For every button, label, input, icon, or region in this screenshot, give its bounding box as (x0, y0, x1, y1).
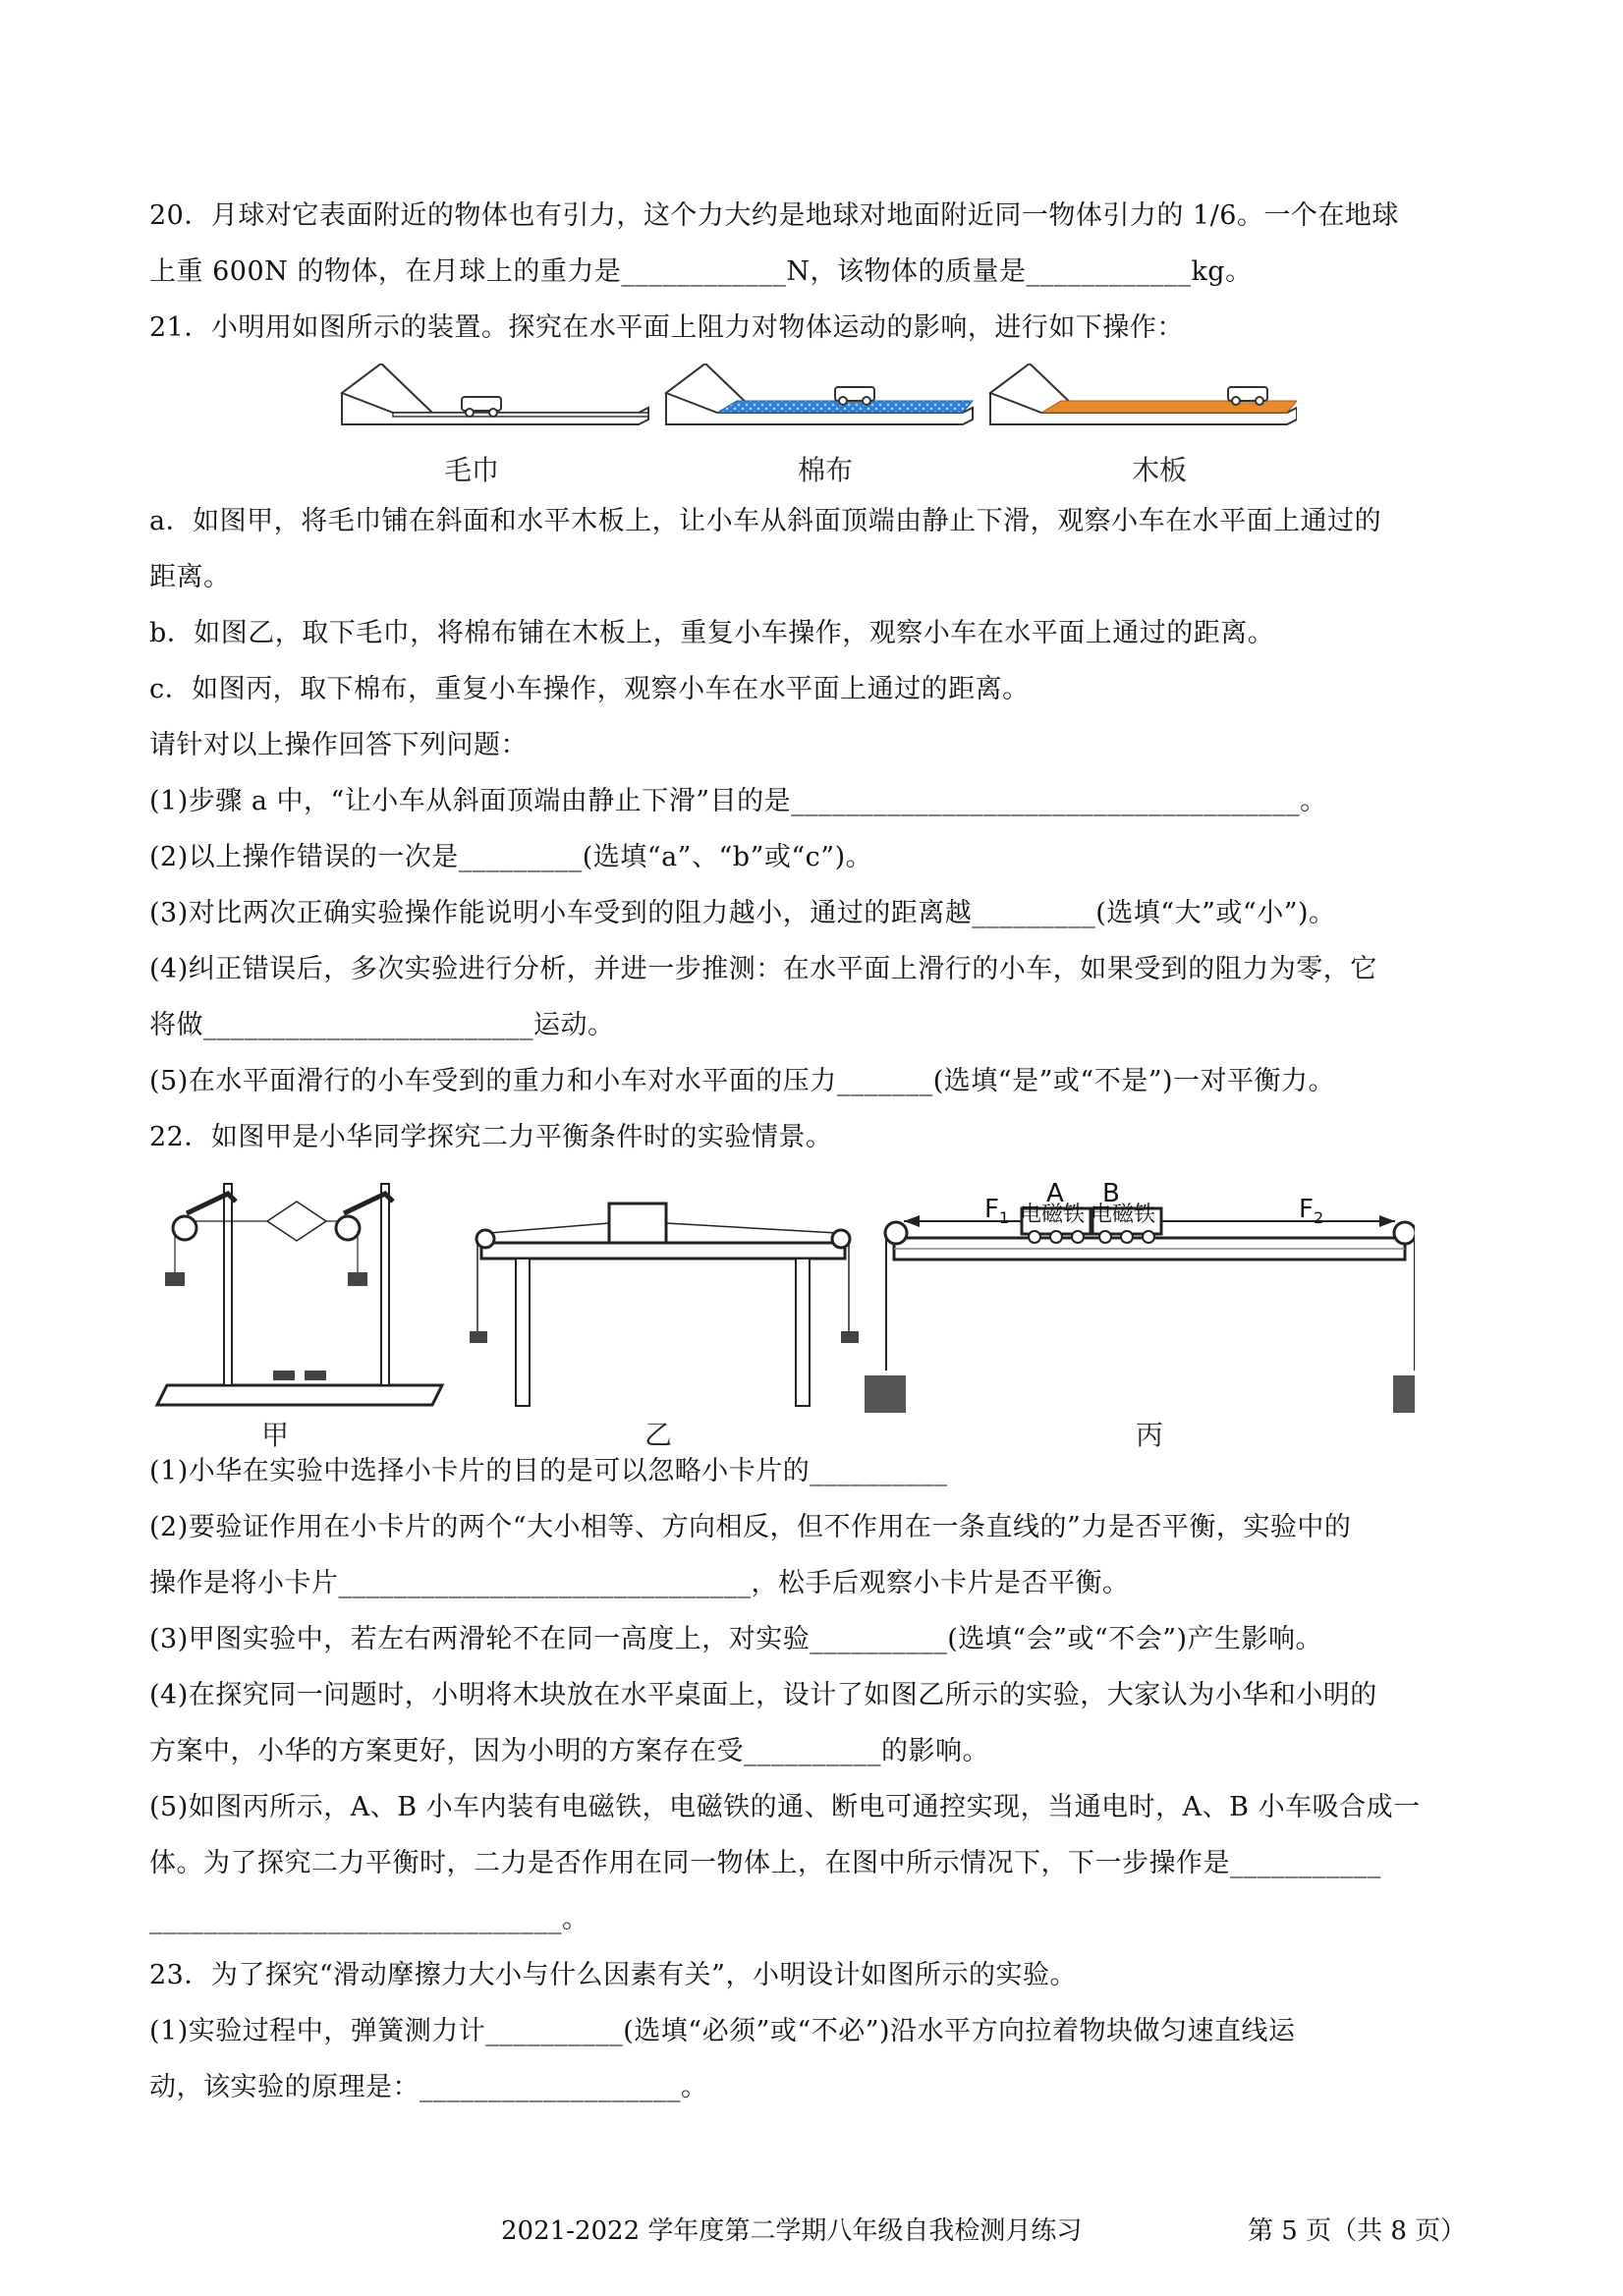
q23-sub1-1: (1)实验过程中，弹簧测力计__________(选填“必须”或“不必”)沿水平方向拉着物块做匀速直线运 (149, 2016, 1296, 2046)
label-f2: $F_2$ (1299, 1195, 1324, 1227)
q22-sub2-2: 操作是将小卡片______________________________，松手后观察小卡片是否平衡。 (149, 1568, 1130, 1598)
q22-sub5-3: ______________________________。 (149, 1904, 589, 1934)
q22-sub4-2: 方案中，小华的方案更好，因为小明的方案存在受__________的影响。 (149, 1736, 989, 1766)
label-b: B (1102, 1179, 1120, 1208)
q21-sub4-2: 将做________________________运动。 (149, 1010, 615, 1040)
q22-sub4-1: (4)在探究同一问题时，小明将木块放在水平桌面上，设计了如图乙所示的实验，大家认为小华和小明的 (149, 1680, 1377, 1710)
apparatus-bing (865, 1179, 1415, 1451)
q22-sub2-1: (2)要验证作用在小卡片的两个“大小相等、方向相反，但不作用在一条直线的”力是否平衡，实验中的 (149, 1512, 1352, 1542)
q21-sub4-1: (4)纠正错误后，多次实验进行分析，并进一步推测：在水平面上滑行的小车，如果受到的阻力为零，它 (149, 954, 1377, 984)
ramp-cloth (666, 364, 973, 424)
q21-prompt: 请针对以上操作回答下列问题： (149, 730, 528, 760)
caption-board: 木板 (1131, 454, 1188, 486)
q23-sub1-2: 动，该实验的原理是：___________________。 (149, 2072, 708, 2102)
q21-step-a1: a．如图甲，将毛巾铺在斜面和水平木板上，让小车从斜面顶端由静止下滑，观察小车在水平面上通过的 (149, 506, 1382, 536)
caption-cloth: 棉布 (797, 454, 854, 486)
q22-stem: 22．如图甲是小华同学探究二力平衡条件时的实验情景。 (149, 1122, 833, 1152)
ramp-board (990, 364, 1297, 424)
footer-page-number: 第 5 页（共 8 页） (1248, 2216, 1467, 2246)
caption-jia: 甲 (260, 1419, 290, 1451)
q21-sub1: (1)步骤 a 中，“让小车从斜面顶端由静止下滑”目的是_____________________________________。 (149, 786, 1327, 816)
q21-sub3: (3)对比两次正确实验操作能说明小车受到的阻力越小，通过的距离越_________(选填“大”或“小”)。 (149, 898, 1336, 928)
label-magnet-b: 电磁铁 (1091, 1203, 1156, 1227)
q21-step-b: b．如图乙，取下毛巾，将棉布铺在木板上，重复小车操作，观察小车在水平面上通过的距离。 (149, 618, 1275, 648)
figure-21-ramps (334, 364, 1297, 486)
q20-line1: 20．月球对它表面附近的物体也有引力，这个力大约是地球对地面附近同一物体引力的 1/6。一个在地球 (149, 200, 1399, 231)
ramp-towel (342, 364, 648, 424)
caption-yi: 乙 (644, 1419, 673, 1451)
label-f1: $F_1$ (984, 1195, 1010, 1227)
label-a: A (1046, 1179, 1064, 1208)
footer-title: 2021-2022 学年度第二学期八年级自我检测月练习 (501, 2216, 1083, 2246)
q23-stem: 23．为了探究“滑动摩擦力大小与什么因素有关”，小明设计如图所示的实验。 (149, 1960, 1077, 1990)
q21-sub2: (2)以上操作错误的一次是_________(选填“a”、“b”或“c”)。 (149, 842, 873, 872)
caption-bing: 丙 (1135, 1419, 1164, 1451)
q21-step-c: c．如图丙，取下棉布，重复小车操作，观察小车在水平面上通过的距离。 (149, 674, 1030, 704)
label-magnet-a: 电磁铁 (1020, 1203, 1086, 1227)
q22-sub3: (3)甲图实验中，若左右两滑轮不在同一高度上，对实验__________(选填“会”或“不会”)产生影响。 (149, 1624, 1323, 1654)
figure-22-apparatus (147, 1174, 1415, 1459)
q21-step-a2: 距离。 (149, 562, 231, 592)
q22-sub5-1: (5)如图丙所示，A、B 小车内装有电磁铁，电磁铁的通、断电可通控实现，当通电时，A、B 小车吸合成一 (149, 1792, 1421, 1822)
q21-sub5: (5)在水平面滑行的小车受到的重力和小车对水平面的压力_______(选填“是”或“不是”)一对平衡力。 (149, 1066, 1336, 1096)
q22-sub5-2: 体。为了探究二力平衡时，二力是否作用在同一物体上，在图中所示情况下，下一步操作是___________ (149, 1848, 1381, 1878)
apparatus-jia (157, 1184, 442, 1451)
caption-towel: 毛巾 (443, 454, 500, 486)
q22-sub1: (1)小华在实验中选择小卡片的目的是可以忽略小卡片的__________ (149, 1456, 948, 1486)
q21-stem: 21．小明用如图所示的装置。探究在水平面上阻力对物体运动的影响，进行如下操作： (149, 312, 1184, 343)
apparatus-yi (470, 1204, 859, 1451)
q20-line2: 上重 600N 的物体，在月球上的重力是____________N，该物体的质量是____________kg。 (149, 256, 1253, 287)
